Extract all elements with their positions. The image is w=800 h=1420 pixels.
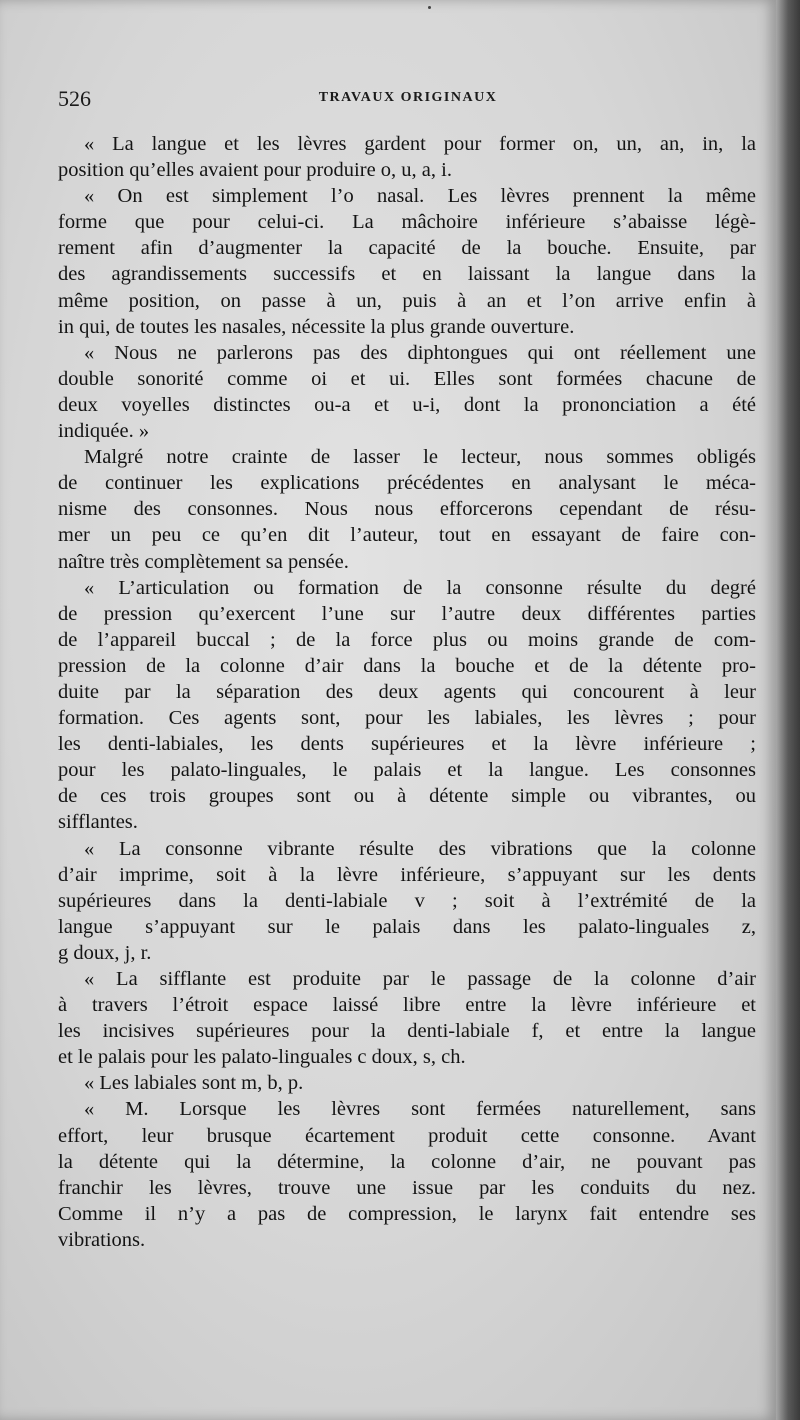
text-line: de l’appareil buccal ; de la force plus ou moins grande de com- <box>58 628 756 651</box>
text-line: pour les palato-linguales, le palais et la langue. Les consonnes <box>58 759 756 782</box>
page-edge-shadow <box>776 0 800 1420</box>
text-line: les denti-labiales, les dents supérieures et la lèvre inférieure ; <box>58 733 756 756</box>
text-line: de pression qu’exercent l’une sur l’autre deux différentes parties <box>58 602 756 625</box>
text-line: les incisives supérieures pour la denti-labiale f, et entre la langue <box>58 1020 756 1043</box>
text-line: Comme il n’y a pas de compression, le larynx fait entendre ses <box>58 1202 756 1225</box>
text-line: franchir les lèvres, trouve une issue par les conduits du nez. <box>58 1176 756 1199</box>
text-line: « On est simplement l’o nasal. Les lèvres prennent la même <box>84 185 756 208</box>
page-number: 526 <box>58 86 91 111</box>
text-line: pression de la colonne d’air dans la bouche et de la détente pro- <box>58 654 756 677</box>
text-line: g doux, j, r. <box>58 941 152 964</box>
text-line: effort, leur brusque écartement produit cette consonne. Avant <box>58 1124 756 1147</box>
text-line: d’air imprime, soit à la lèvre inférieure, s’appuyant sur les dents <box>58 863 756 886</box>
running-head <box>58 86 758 110</box>
text-line: « Les labiales sont m, b, p. <box>84 1072 304 1095</box>
text-line: rement afin d’augmenter la capacité de la bouche. Ensuite, par <box>58 237 756 260</box>
text-line: naître très complètement sa pensée. <box>58 550 349 573</box>
text-line: formation. Ces agents sont, pour les labiales, les lèvres ; pour <box>58 707 756 730</box>
text-line: de ces trois groupes sont ou à détente simple ou vibrantes, ou <box>58 785 756 808</box>
text-line: mer un peu ce qu’en dit l’auteur, tout en essayant de faire con- <box>58 524 756 547</box>
running-title: TRAVAUX ORIGINAUX <box>318 90 498 105</box>
text-line: « La consonne vibrante résulte des vibrations que la colonne <box>84 837 756 860</box>
text-line: « L’articulation ou formation de la consonne résulte du degré <box>84 576 756 599</box>
text-line: même position, on passe à un, puis à an et l’on arrive enfin à <box>58 289 756 312</box>
text-line: nisme des consonnes. Nous nous efforcerons cependant de résu- <box>58 498 756 521</box>
text-line: deux voyelles distinctes ou-a et u-i, dont la prononciation a été <box>58 393 756 416</box>
text-line: vibrations. <box>58 1228 146 1251</box>
text-line: la détente qui la détermine, la colonne d’air, ne pouvant pas <box>58 1150 756 1173</box>
print-speck <box>428 6 431 9</box>
text-line: indiquée. » <box>58 420 150 443</box>
text-line: des agrandissements successifs et en laissant la langue dans la <box>58 263 756 286</box>
text-line: « M. Lorsque les lèvres sont fermées naturellement, sans <box>84 1098 756 1121</box>
text-line: « Nous ne parlerons pas des diphtongues qui ont réellement une <box>84 341 756 364</box>
text-line: duite par la séparation des deux agents qui concourent à leur <box>58 680 756 703</box>
text-line: à travers l’étroit espace laissé libre entre la lèvre inférieure et <box>58 994 756 1017</box>
text-line: double sonorité comme oi et ui. Elles sont formées chacune de <box>58 367 756 390</box>
text-line: Malgré notre crainte de lasser le lecteur, nous sommes obligés <box>84 446 756 469</box>
text-line: forme que pour celui-ci. La mâchoire inférieure s’abaisse légè- <box>58 211 756 234</box>
text-line: in qui, de toutes les nasales, nécessite la plus grande ouverture. <box>58 315 575 338</box>
text-line: sifflantes. <box>58 811 138 834</box>
text-line: de continuer les explications précédentes en analysant le méca- <box>58 472 756 495</box>
text-line: « La sifflante est produite par le passage de la colonne d’air <box>84 968 756 990</box>
text-line: et le palais pour les palato-linguales c doux, s, ch. <box>58 1046 466 1069</box>
text-line: « La langue et les lèvres gardent pour former on, un, an, in, la <box>84 133 756 155</box>
text-line: position qu’elles avaient pour produire o, u, a, i. <box>58 159 452 182</box>
text-line: supérieures dans la denti-labiale v ; soit à l’extrémité de la <box>58 889 756 912</box>
text-line: langue s’appuyant sur le palais dans les palato-linguales z, <box>58 915 756 938</box>
body-text <box>58 131 756 1253</box>
